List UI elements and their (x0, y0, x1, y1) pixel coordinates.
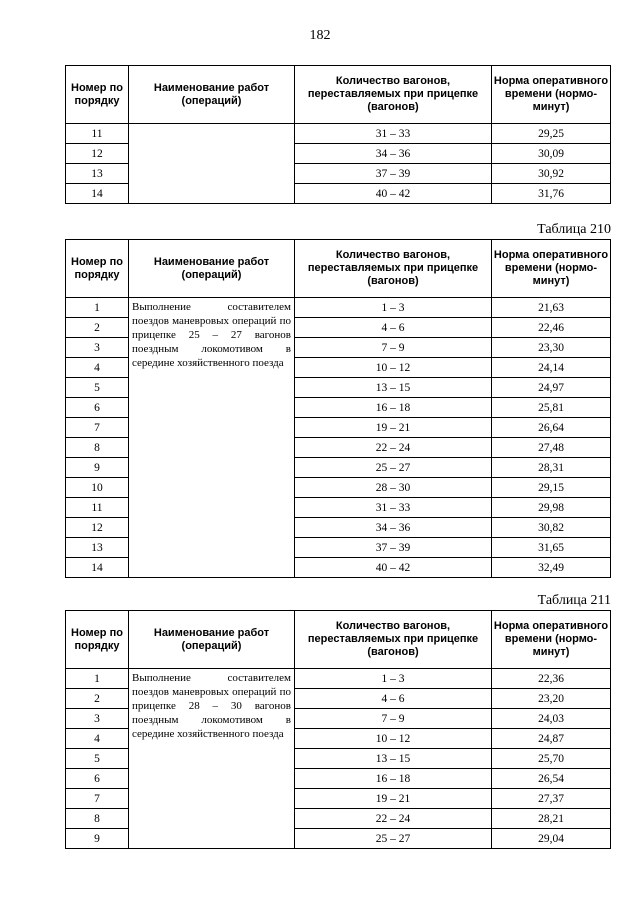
norm-time: 29,25 (492, 124, 611, 144)
header-wagons: Количество вагонов, переставляемых при прицепке (вагонов) (295, 611, 492, 669)
work-description (129, 124, 295, 204)
wagon-count: 40 – 42 (295, 184, 492, 204)
row-number: 9 (66, 829, 129, 849)
header-number: Номер по порядку (66, 611, 129, 669)
header-norm: Норма оперативного времени (нормо-минут) (492, 611, 611, 669)
norm-time: 26,64 (492, 418, 611, 438)
row-number: 12 (66, 144, 129, 164)
wagon-count: 13 – 15 (295, 749, 492, 769)
row-number: 2 (66, 689, 129, 709)
table-row (66, 124, 611, 144)
row-number: 5 (66, 378, 129, 398)
wagon-count: 1 – 3 (295, 298, 492, 318)
wagon-count: 22 – 24 (295, 438, 492, 458)
norm-time: 24,97 (492, 378, 611, 398)
row-number: 8 (66, 809, 129, 829)
wagon-count: 28 – 30 (295, 478, 492, 498)
header-wagons: Количество вагонов, переставляемых при прицепке (вагонов) (295, 240, 492, 298)
norm-time: 27,37 (492, 789, 611, 809)
wagon-count: 10 – 12 (295, 729, 492, 749)
row-number: 3 (66, 338, 129, 358)
header-work-name: Наименование работ (операций) (129, 240, 295, 298)
wagon-count: 16 – 18 (295, 398, 492, 418)
wagon-count: 34 – 36 (295, 518, 492, 538)
norm-time: 24,03 (492, 709, 611, 729)
norm-time: 30,09 (492, 144, 611, 164)
wagon-count: 19 – 21 (295, 418, 492, 438)
wagon-count: 31 – 33 (295, 124, 492, 144)
norm-time: 29,04 (492, 829, 611, 849)
table-211 (65, 610, 611, 849)
header-wagons: Количество вагонов, переставляемых при прицепке (вагонов) (295, 66, 492, 124)
row-number: 11 (66, 498, 129, 518)
table-210 (65, 239, 611, 578)
wagon-count: 37 – 39 (295, 538, 492, 558)
norm-time: 23,30 (492, 338, 611, 358)
norm-time: 25,70 (492, 749, 611, 769)
norm-time: 24,87 (492, 729, 611, 749)
row-number: 8 (66, 438, 129, 458)
wagon-count: 19 – 21 (295, 789, 492, 809)
row-number: 14 (66, 558, 129, 578)
wagon-count: 34 – 36 (295, 144, 492, 164)
wagon-count: 4 – 6 (295, 689, 492, 709)
header-work-name: Наименование работ (операций) (129, 66, 295, 124)
row-number: 13 (66, 164, 129, 184)
row-number: 9 (66, 458, 129, 478)
header-norm: Норма оперативного времени (нормо-минут) (492, 240, 611, 298)
table-row (66, 298, 611, 318)
row-number: 1 (66, 669, 129, 689)
wagon-count: 13 – 15 (295, 378, 492, 398)
row-number: 7 (66, 418, 129, 438)
table-continuation (65, 65, 611, 204)
table-caption-210: Таблица 210 (537, 222, 611, 237)
work-description: Выполнение составителем поездов маневровых операций по прицепке 25 – 27 вагонов поездным локомотивом в середине хозяйственного поезда (129, 298, 295, 578)
row-number: 5 (66, 749, 129, 769)
row-number: 14 (66, 184, 129, 204)
norm-time: 22,46 (492, 318, 611, 338)
page-number: 182 (309, 28, 331, 43)
row-number: 13 (66, 538, 129, 558)
norm-time: 22,36 (492, 669, 611, 689)
wagon-count: 25 – 27 (295, 829, 492, 849)
norm-time: 21,63 (492, 298, 611, 318)
norm-time: 25,81 (492, 398, 611, 418)
wagon-count: 1 – 3 (295, 669, 492, 689)
table-row (66, 669, 611, 689)
row-number: 1 (66, 298, 129, 318)
wagon-count: 22 – 24 (295, 809, 492, 829)
norm-time: 30,92 (492, 164, 611, 184)
wagon-count: 4 – 6 (295, 318, 492, 338)
row-number: 3 (66, 709, 129, 729)
norm-time: 27,48 (492, 438, 611, 458)
wagon-count: 7 – 9 (295, 338, 492, 358)
row-number: 6 (66, 769, 129, 789)
row-number: 6 (66, 398, 129, 418)
table-caption-211: Таблица 211 (537, 593, 611, 608)
norm-time: 31,76 (492, 184, 611, 204)
header-norm: Норма оперативного времени (нормо-минут) (492, 66, 611, 124)
wagon-count: 25 – 27 (295, 458, 492, 478)
wagon-count: 16 – 18 (295, 769, 492, 789)
wagon-count: 40 – 42 (295, 558, 492, 578)
header-number: Номер по порядку (66, 240, 129, 298)
norm-time: 26,54 (492, 769, 611, 789)
row-number: 4 (66, 729, 129, 749)
row-number: 10 (66, 478, 129, 498)
row-number: 4 (66, 358, 129, 378)
norm-time: 31,65 (492, 538, 611, 558)
header-work-name: Наименование работ (операций) (129, 611, 295, 669)
norm-time: 30,82 (492, 518, 611, 538)
norm-time: 28,21 (492, 809, 611, 829)
header-number: Номер по порядку (66, 66, 129, 124)
wagon-count: 10 – 12 (295, 358, 492, 378)
row-number: 11 (66, 124, 129, 144)
norm-time: 32,49 (492, 558, 611, 578)
wagon-count: 31 – 33 (295, 498, 492, 518)
row-number: 7 (66, 789, 129, 809)
norm-time: 29,98 (492, 498, 611, 518)
norm-time: 28,31 (492, 458, 611, 478)
row-number: 12 (66, 518, 129, 538)
norm-time: 24,14 (492, 358, 611, 378)
wagon-count: 37 – 39 (295, 164, 492, 184)
wagon-count: 7 – 9 (295, 709, 492, 729)
norm-time: 29,15 (492, 478, 611, 498)
row-number: 2 (66, 318, 129, 338)
work-description: Выполнение составителем поездов маневровых операций по прицепке 28 – 30 вагонов поездным локомотивом в середине хозяйственного поезда (129, 669, 295, 849)
norm-time: 23,20 (492, 689, 611, 709)
